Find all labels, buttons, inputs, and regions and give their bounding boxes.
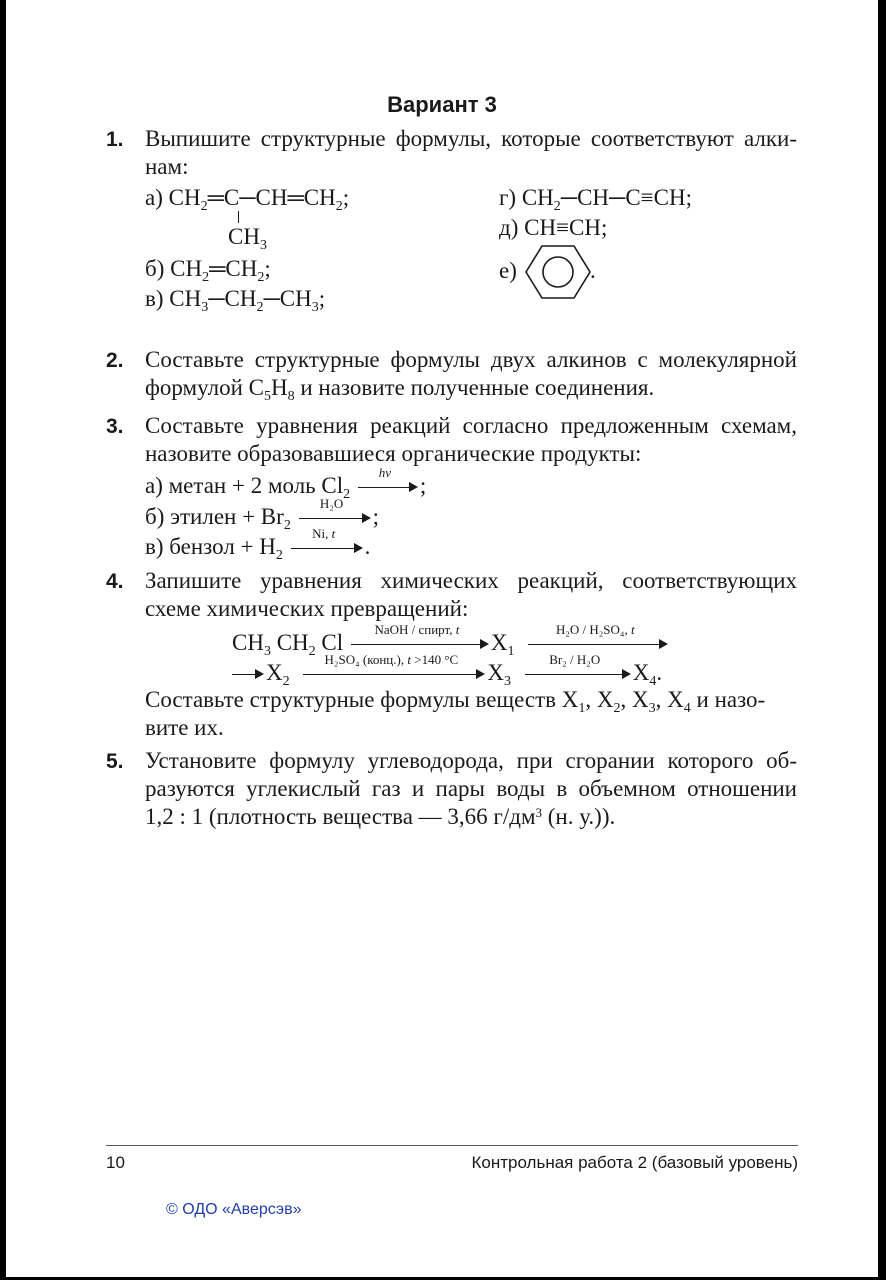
question-5-line-2: разуются углекислый газ и пары воды в объемном отношении	[145, 776, 797, 801]
benzene-ring-icon	[524, 243, 592, 301]
reaction-b-arrow: H₂O	[299, 512, 371, 524]
scheme-row-2: $X_2$ H₂SO₄ (конц.), t >140 °C $X_3$ Br₂ / H₂O $X_4$.	[232, 660, 662, 686]
question-1-number: 1.	[106, 128, 124, 151]
formula-g: г) $CH_2─CH─C\equiv CH$;	[499, 185, 692, 214]
question-4-line-3: Составьте структурные формулы веществ $X_1$, $X_2$, $X_3$, $X_4$ и назо-	[145, 687, 766, 716]
question-2-line-2: формулой $C_5H_8$ и назовите полученные соединения.	[145, 375, 655, 404]
scheme-arrow-3: H₂SO₄ (конц.), t >140 °C	[303, 668, 485, 680]
reaction-a: а) метан + 2 моль $Cl_2$ hν ;	[145, 465, 427, 502]
page-title: Вариант 3	[387, 92, 497, 117]
question-5-number: 5.	[106, 750, 124, 773]
reaction-b: б) этилен + $Br_2$ H₂O ;	[145, 496, 379, 533]
formula-b: б) $CH_2═CH_2$;	[145, 256, 271, 285]
question-2-number: 2.	[106, 349, 124, 372]
question-5-line-3: 1,2 : 1 (плотность вещества — 3,66 $г/дм^3$ (н. у.)).	[145, 804, 616, 829]
page-number: 10	[106, 1153, 125, 1172]
scheme-arrow-2: H₂O / H₂SO₄, t	[528, 638, 668, 650]
question-3-number: 3.	[106, 415, 124, 438]
question-1-line-2: нам:	[145, 154, 189, 179]
footer-divider	[106, 1145, 798, 1146]
scheme-arrow-4: Br₂ / H₂O	[525, 668, 631, 680]
formula-a: а) $CH_2═C─CH═CH_2$;	[145, 185, 350, 214]
question-4-line-1: Запишите уравнения химических реакций, соответствующих	[145, 568, 797, 593]
scheme-arrow-continue	[232, 668, 264, 680]
formula-e-end: .	[590, 258, 596, 283]
footer-title: Контрольная работа 2 (базовый уровень)	[471, 1153, 798, 1172]
scheme-row-1: $CH_3$ $CH_2$ Cl NaOH / спирт, t $X_1$ H₂O / H₂SO₄, t	[232, 630, 670, 656]
question-4-line-4: вите их.	[145, 715, 224, 740]
copyright-notice: © ОДО «Аверсэв»	[166, 1201, 302, 1218]
question-3-line-2: назовите образовавшиеся органические продукты:	[145, 441, 642, 466]
reaction-v-arrow: Ni, t	[291, 542, 363, 554]
question-3-line-1: Составьте уравнения реакций согласно предложенным схемам,	[145, 413, 797, 438]
worksheet-page	[6, 0, 878, 1277]
question-5-line-1: Установите формулу углеводорода, при сгорании которого об-	[145, 748, 797, 773]
formula-e-label: е)	[499, 258, 517, 283]
question-4-number: 4.	[106, 570, 124, 593]
formula-a-branch-bond	[238, 211, 239, 223]
formula-d: д) CH≡CH;	[499, 215, 608, 240]
question-4-line-2: схеме химических превращений:	[145, 596, 469, 621]
scheme-arrow-1: NaOH / спирт, t	[351, 638, 489, 650]
reaction-v: в) бензол + $H_2$ Ni, t .	[145, 526, 371, 563]
reaction-a-arrow: hν	[358, 481, 418, 493]
formula-a-branch: $CH_3$	[228, 224, 267, 253]
formula-v: в) $CH_3─CH_2─CH_3$;	[145, 286, 326, 315]
question-2-line-1: Составьте структурные формулы двух алкинов с молекулярной	[145, 347, 797, 372]
question-1-line-1: Выпишите структурные формулы, которые соответствуют алки-	[145, 126, 797, 151]
